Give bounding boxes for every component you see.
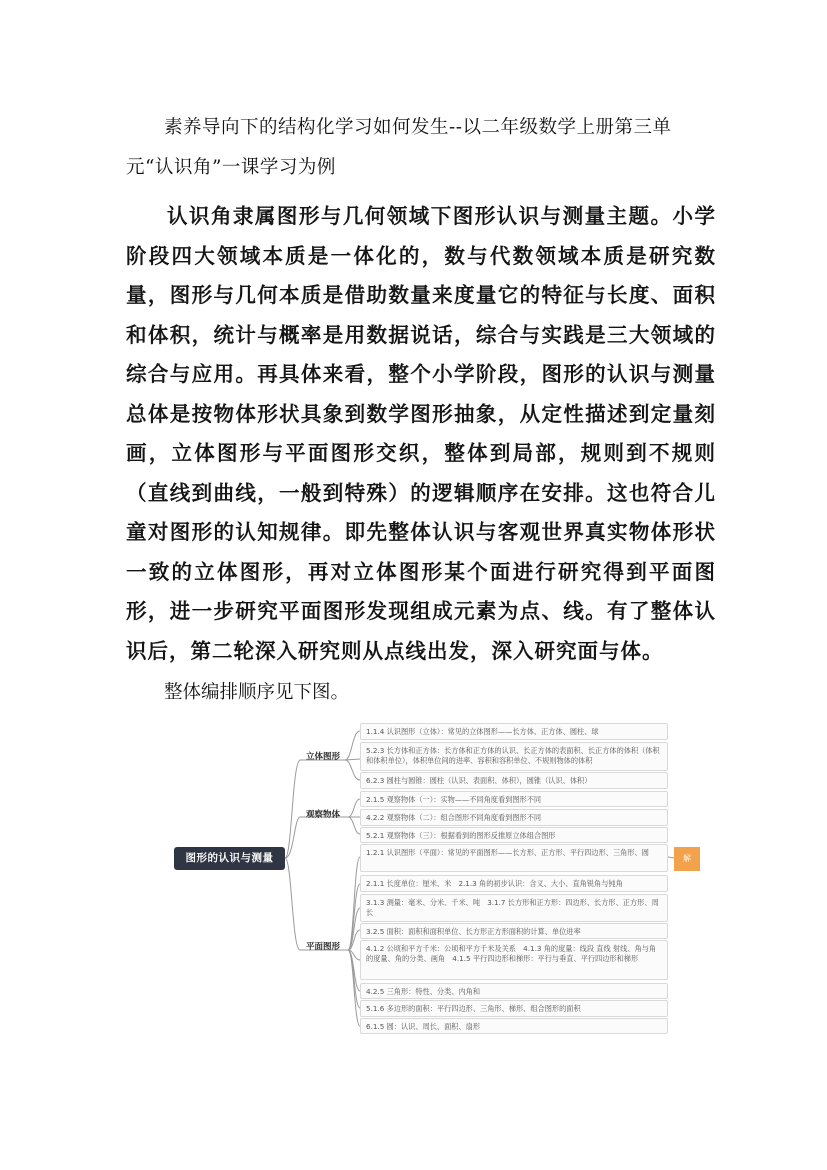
leaf-node: 5.1.6 多边形的面积：平行四边形、三角形、梯形、组合图形的面积 (360, 1000, 668, 1017)
leaf-node: 5.2.1 观察物体（三）：根据看到的图形反推原立体组合图形 (360, 827, 668, 843)
connector-leaf-14 (348, 950, 360, 1026)
leaf-node: 1.2.1 认识图形（平面）：常见的平面图形——长方形、正方形、平行四边形、三角形、圆 (360, 844, 668, 872)
category-solid-figures: 立体图形 (306, 752, 341, 762)
connector-leaf-1 (345, 731, 360, 760)
connector-leaf-13 (348, 950, 360, 1008)
leaf-node: 6.2.3 圆柱与圆锥：圆柱（认识、表面积、体积），圆锥（认识、体积） (360, 772, 668, 789)
leaf-node: 3.2.5 面积：面积和面积单位、长方形正方形面积的计算、单位进率 (360, 923, 668, 939)
figure-caption: 整体编排顺序见下图。 (164, 682, 350, 703)
category-plane-figures: 平面图形 (306, 942, 341, 952)
leaf-node: 4.2.2 观察物体（二）：组合图形不同角度看到图形不同 (360, 809, 668, 826)
category-observing-objects: 观察物体 (306, 810, 341, 820)
title-line-2: 元“认识角”一课学习为例 (126, 157, 336, 178)
connector-root-cat3 (285, 858, 348, 950)
collapsed-tag: 解 (674, 847, 700, 871)
leaf-node: 3.1.3 测量：毫米、分米、千米、吨 3.1.7 长方形和正方形：四边形、长方形、正方形、周长 (360, 894, 668, 922)
leaf-node: 6.1.5 圆：认识、周长、面积、扇形 (360, 1018, 668, 1034)
connector-leaf-4 (348, 799, 360, 817)
document-title (126, 108, 716, 188)
leaf-node: 1.1.4 认识图形（立体）：常见的立体图形——长方体、正方体、圆柱、球 (360, 723, 668, 740)
connector-root-cat2 (285, 817, 348, 858)
leaf-node: 4.1.2 公顷和平方千米：公顷和平方千米及关系 4.1.3 角的度量：线段 直线 射线、角与角的度量、角的分类、画角 4.1.5 平行四边形和梯形：平行与垂直、平行四边形和梯形 (360, 940, 668, 980)
title-line-1: 素养导向下的结构化学习如何发生--以二年级数学上册第三单 (164, 117, 672, 138)
body-text (126, 197, 716, 671)
connector-leaf-7 (348, 857, 360, 950)
mind-map (170, 718, 700, 1040)
leaf-node: 2.1.5 观察物体（一）：实物——不同角度看到图形不同 (360, 791, 668, 807)
leaf-node: 5.2.3 长方体和正方体：长方体和正方体的认识、长正方体的表面积、长正方体的体积（体积和体积单位），体积单位间的进率、容积和容积单位、不规则物体的体积 (360, 742, 668, 771)
leaf-node: 4.2.5 三角形：特性、分类、内角和 (360, 983, 668, 999)
root-node: 图形的认识与测量 (174, 847, 285, 870)
main-paragraph: 认识角隶属图形与几何领域下图形认识与测量主题。小学阶段四大领域本质是一体化的，数与代数领域本质是研究数量，图形与几何本质是借助数量来度量它的特征与长度、面积和体积，统计与概率是用数据说话，综合与实践是三大领域的综合与应用。再具体来看，整个小学阶段，图形的认识与测量总体是按物体形状具象到数学图形抽象，从定性描述到定量刻画，立体图形与平面图形交织，整体到局部，规则到不规则（直线到曲线，一般到特殊）的逻辑顺序在安排。这也符合儿童对图形的认知规律。即先整体认识与客观世界真实物体形状一致的立体图形，再对立体图形某个面进行研究得到平面图形，进一步研究平面图形发现组成元素为点、线。有了整体认识后，第二轮深入研究则从点线出发，深入研究面与体。 (126, 204, 716, 663)
connector-leaf-6 (348, 817, 360, 834)
leaf-node: 2.1.1 长度单位：厘米、米 2.1.3 角的初步认识：含义、大小、直角锐角与钝角 (360, 875, 668, 892)
connector-leaf-3 (345, 760, 360, 780)
